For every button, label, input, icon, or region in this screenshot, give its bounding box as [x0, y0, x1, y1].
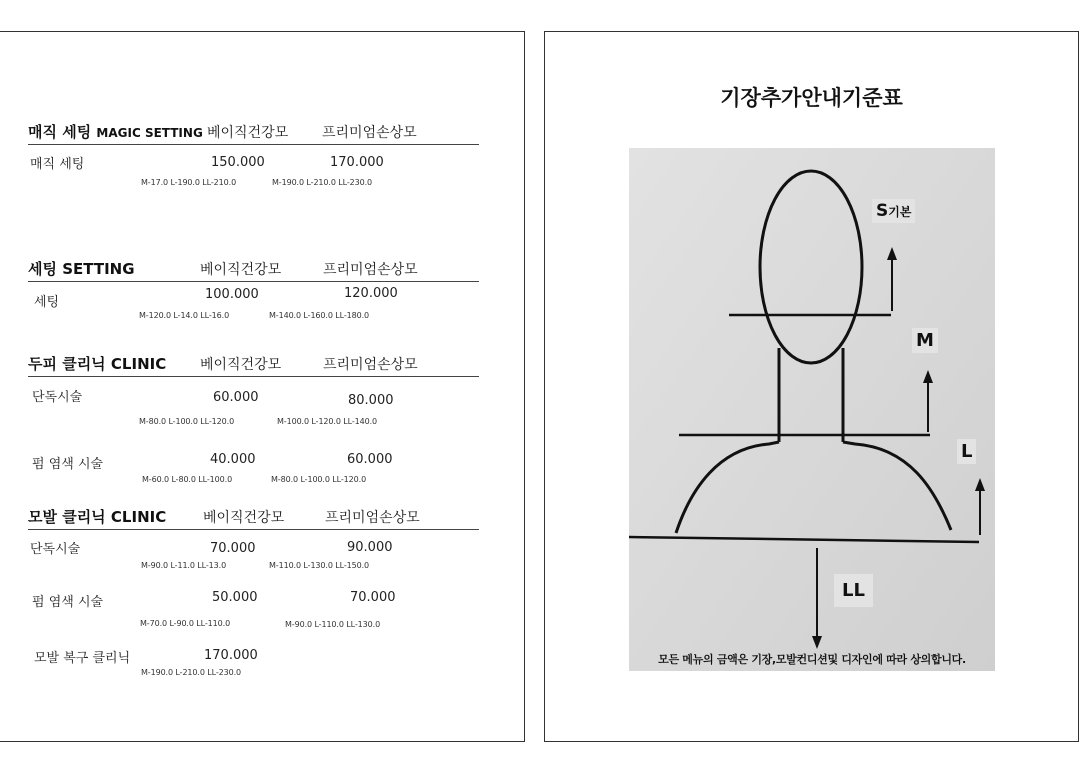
length-guide-panel — [544, 31, 1079, 742]
col-header-premium: 프리미엄손상모 — [325, 510, 420, 526]
price-basic: 50.000 — [212, 590, 258, 605]
label-s-letter: S — [876, 201, 889, 221]
section-header-setting — [28, 259, 479, 282]
section-title-en: SETTING — [62, 260, 135, 278]
length-basic: M-190.0 L-210.0 LL-230.0 — [141, 668, 242, 677]
price-premium: 70.000 — [350, 590, 396, 605]
length-basic: M-120.0 L-14.0 LL-16.0 — [139, 311, 230, 320]
col-header-basic: 베이직건강모 — [200, 262, 282, 278]
item-label: 매직 세팅 — [30, 157, 85, 172]
col-header-basic: 베이직건강모 — [207, 125, 289, 141]
col-header-basic: 베이직건강모 — [203, 510, 285, 526]
col-header-premium: 프리미엄손상모 — [323, 262, 418, 278]
section-header-magic-setting — [28, 122, 479, 145]
section-header-scalp-clinic — [28, 354, 479, 377]
price-list-panel — [0, 31, 525, 742]
col-header-basic: 베이직건강모 — [200, 357, 282, 373]
length-premium: M-80.0 L-100.0 LL-120.0 — [271, 475, 367, 484]
section-title — [28, 506, 166, 527]
length-premium: M-140.0 L-160.0 LL-180.0 — [269, 311, 370, 320]
section-title-ko: 매직 세팅 — [28, 123, 92, 141]
length-basic: M-70.0 L-90.0 LL-110.0 — [140, 619, 231, 628]
price-basic: 40.000 — [210, 452, 256, 467]
price-premium: 80.000 — [348, 393, 394, 408]
label-l: L — [957, 439, 976, 464]
body-outline-drawing — [629, 148, 995, 671]
price-premium: 170.000 — [330, 155, 384, 170]
section-title-ko: 모발 클리닉 — [28, 508, 106, 526]
item-label: 모발 복구 클리닉 — [34, 651, 131, 666]
section-title-en: CLINIC — [110, 508, 167, 526]
length-basic: M-60.0 L-80.0 LL-100.0 — [142, 475, 233, 484]
label-s — [872, 199, 915, 223]
price-premium: 90.000 — [347, 540, 393, 555]
price-basic: 170.000 — [204, 648, 258, 663]
section-title-en: CLINIC — [110, 355, 167, 373]
price-basic: 100.000 — [205, 287, 259, 302]
item-label: 단독시술 — [30, 542, 81, 557]
section-title-ko: 세팅 — [28, 260, 57, 278]
page-title: 기장추가안내기준표 — [720, 86, 903, 110]
section-title — [28, 121, 203, 142]
price-basic: 60.000 — [213, 390, 259, 405]
length-premium: M-190.0 L-210.0 LL-230.0 — [272, 178, 373, 187]
label-ll: LL — [834, 574, 873, 607]
price-premium: 60.000 — [347, 452, 393, 467]
col-header-premium: 프리미엄손상모 — [322, 125, 417, 141]
item-label: 펌 염색 시술 — [32, 595, 104, 610]
col-header-premium: 프리미엄손상모 — [323, 357, 418, 373]
label-s-sub: 기본 — [888, 205, 912, 219]
diagram-background — [629, 148, 995, 671]
pricing-note: 모든 메뉴의 금액은 기장,모발컨디션및 디자인에 따라 상의합니다. — [658, 653, 966, 666]
item-label: 펌 염색 시술 — [32, 457, 104, 472]
length-premium: M-110.0 L-130.0 LL-150.0 — [269, 561, 370, 570]
label-m: M — [912, 328, 938, 353]
price-premium: 120.000 — [344, 286, 398, 301]
price-basic: 70.000 — [210, 541, 256, 556]
price-basic: 150.000 — [211, 155, 265, 170]
section-title — [28, 353, 166, 374]
length-premium: M-90.0 L-110.0 LL-130.0 — [285, 620, 381, 629]
section-header-hair-clinic — [28, 507, 479, 530]
section-title — [28, 258, 135, 279]
section-title-en: MAGIC SETTING — [96, 126, 203, 140]
length-basic: M-80.0 L-100.0 LL-120.0 — [139, 417, 235, 426]
length-basic: M-90.0 L-11.0 LL-13.0 — [141, 561, 227, 570]
length-basic: M-17.0 L-190.0 LL-210.0 — [141, 178, 237, 187]
section-title-ko: 두피 클리닉 — [28, 355, 106, 373]
item-label: 단독시술 — [32, 390, 83, 405]
length-premium: M-100.0 L-120.0 LL-140.0 — [277, 417, 378, 426]
item-label: 세팅 — [34, 295, 60, 310]
length-diagram — [629, 148, 995, 671]
